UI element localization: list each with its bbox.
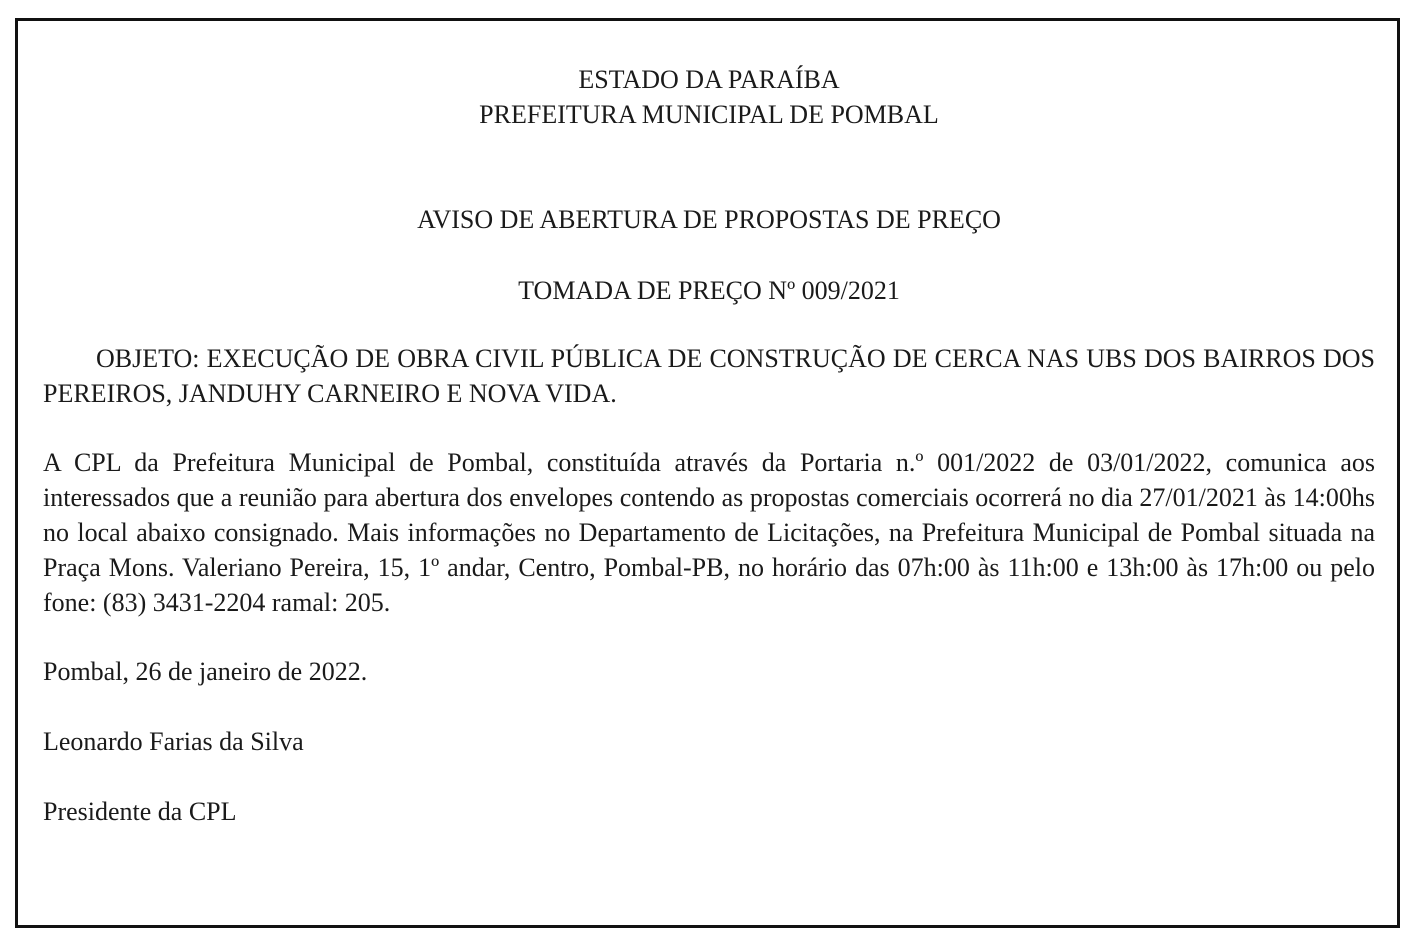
signatory-role: Presidente da CPL bbox=[43, 797, 237, 826]
object-paragraph: OBJETO: EXECUÇÃO DE OBRA CIVIL PÚBLICA DE CONSTRUÇÃO DE CERCA NAS UBS DOS BAIRROS DOS PEREIROS, JANDUHY CARNEIRO E NOVA VIDA. bbox=[43, 344, 1375, 408]
municipality-heading: PREFEITURA MUNICIPAL DE POMBAL bbox=[479, 100, 939, 129]
state-heading: ESTADO DA PARAÍBA bbox=[578, 65, 840, 94]
place-date: Pombal, 26 de janeiro de 2022. bbox=[43, 657, 368, 686]
process-number: TOMADA DE PREÇO Nº 009/2021 bbox=[518, 276, 900, 305]
document-body bbox=[43, 62, 1375, 829]
body-paragraph: A CPL da Prefeitura Municipal de Pombal, constituída através da Portaria n.º 001/2022 de 03/01/2022, comunica aos interessados que a reunião para abertura dos envelopes contendo as propostas comerciais ocorrerá no dia 27/01/2021 às 14:00hs no local abaixo consignado. Mais informações no Departamento de Licitações, na Prefeitura Municipal de Pombal situada na Praça Mons. Valeriano Pereira, 15, 1º andar, Centro, Pombal-PB, no horário das 07h:00 às 11h:00 e 13h:00 às 17h:00 ou pelo fone: (83) 3431-2204 ramal: 205. bbox=[43, 448, 1375, 617]
signatory-name: Leonardo Farias da Silva bbox=[43, 727, 304, 756]
notice-title: AVISO DE ABERTURA DE PROPOSTAS DE PREÇO bbox=[417, 205, 1001, 234]
